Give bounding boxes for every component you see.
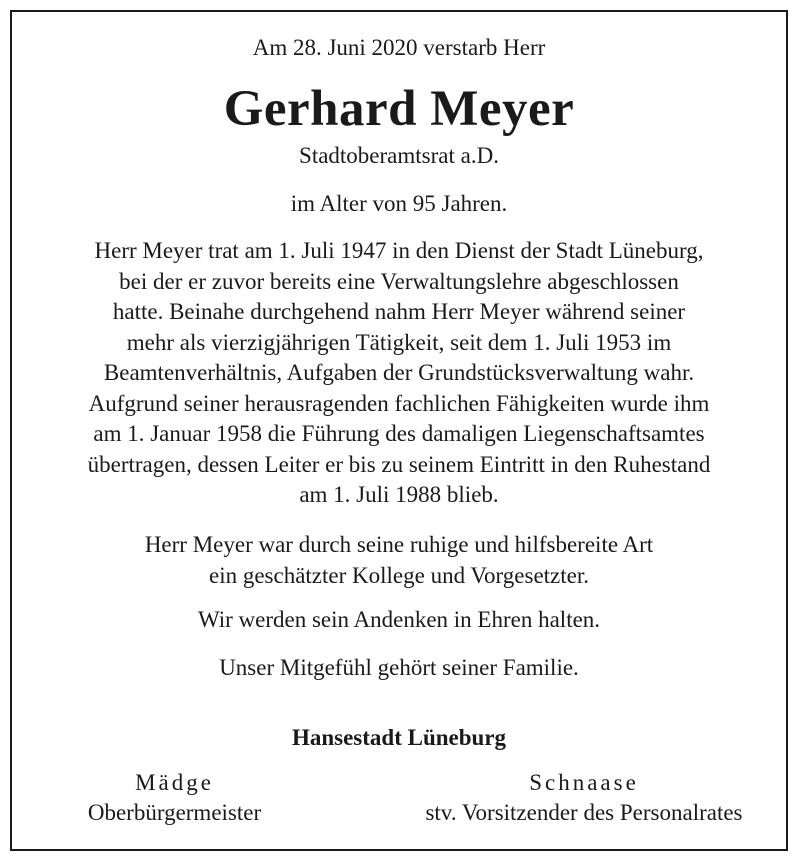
biography-line: Aufgrund seiner herausragenden fachlichen Fähigkeiten wurde ihm	[88, 390, 710, 416]
biography-line: mehr als vierzigjährigen Tätigkeit, seit dem 1. Juli 1953 im	[126, 329, 672, 355]
signatory-role: Oberbürgermeister	[87, 800, 262, 825]
death-announcement: Am 28. Juni 2020 verstarb Herr	[252, 35, 546, 60]
biography-line: hatte. Beinahe durchgehend nahm Herr Meyer während seiner	[112, 299, 686, 324]
biography-line: Beamtenverhältnis, Aufgaben der Grundstücksverwaltung wahr.	[103, 360, 695, 385]
character-line: ein geschätzter Kollege und Vorgesetzter.	[208, 563, 590, 588]
biography-line: bei der er zuvor bereits eine Verwaltungslehre abgeschlossen	[119, 268, 679, 294]
biography-line: am 1. Juli 1988 blieb.	[299, 482, 499, 507]
remembrance-line: Wir werden sein Andenken in Ehren halten.	[197, 607, 601, 632]
biography-line: übertragen, dessen Leiter er bis zu seinem Eintritt in den Ruhestand	[87, 451, 711, 477]
obituary-notice	[10, 10, 788, 851]
deceased-age: im Alter von 95 Jahren.	[290, 191, 508, 216]
character-line: Herr Meyer war durch seine ruhige und hilfsbereite Art	[144, 532, 654, 557]
sympathy-line: Unser Mitgefühl gehört seiner Familie.	[219, 655, 579, 680]
signatory-right	[384, 768, 784, 828]
signatory-name: Mädge	[135, 770, 214, 795]
organization-name: Hansestadt Lüneburg	[291, 725, 507, 750]
signatory-role: stv. Vorsitzender des Personalrates	[425, 800, 743, 825]
signatory-name: Schnaase	[529, 770, 639, 795]
deceased-title: Stadtoberamtsrat a.D.	[299, 143, 499, 168]
biography-line: Herr Meyer trat am 1. Juli 1947 in den Dienst der Stadt Lüneburg,	[94, 238, 704, 263]
biography-paragraph	[12, 236, 786, 511]
signatory-left	[52, 768, 297, 828]
deceased-name: Gerhard Meyer	[223, 81, 575, 137]
character-paragraph	[12, 529, 786, 591]
biography-line: am 1. Januar 1958 die Führung des damaligen Liegenschaftsamtes	[93, 421, 705, 446]
